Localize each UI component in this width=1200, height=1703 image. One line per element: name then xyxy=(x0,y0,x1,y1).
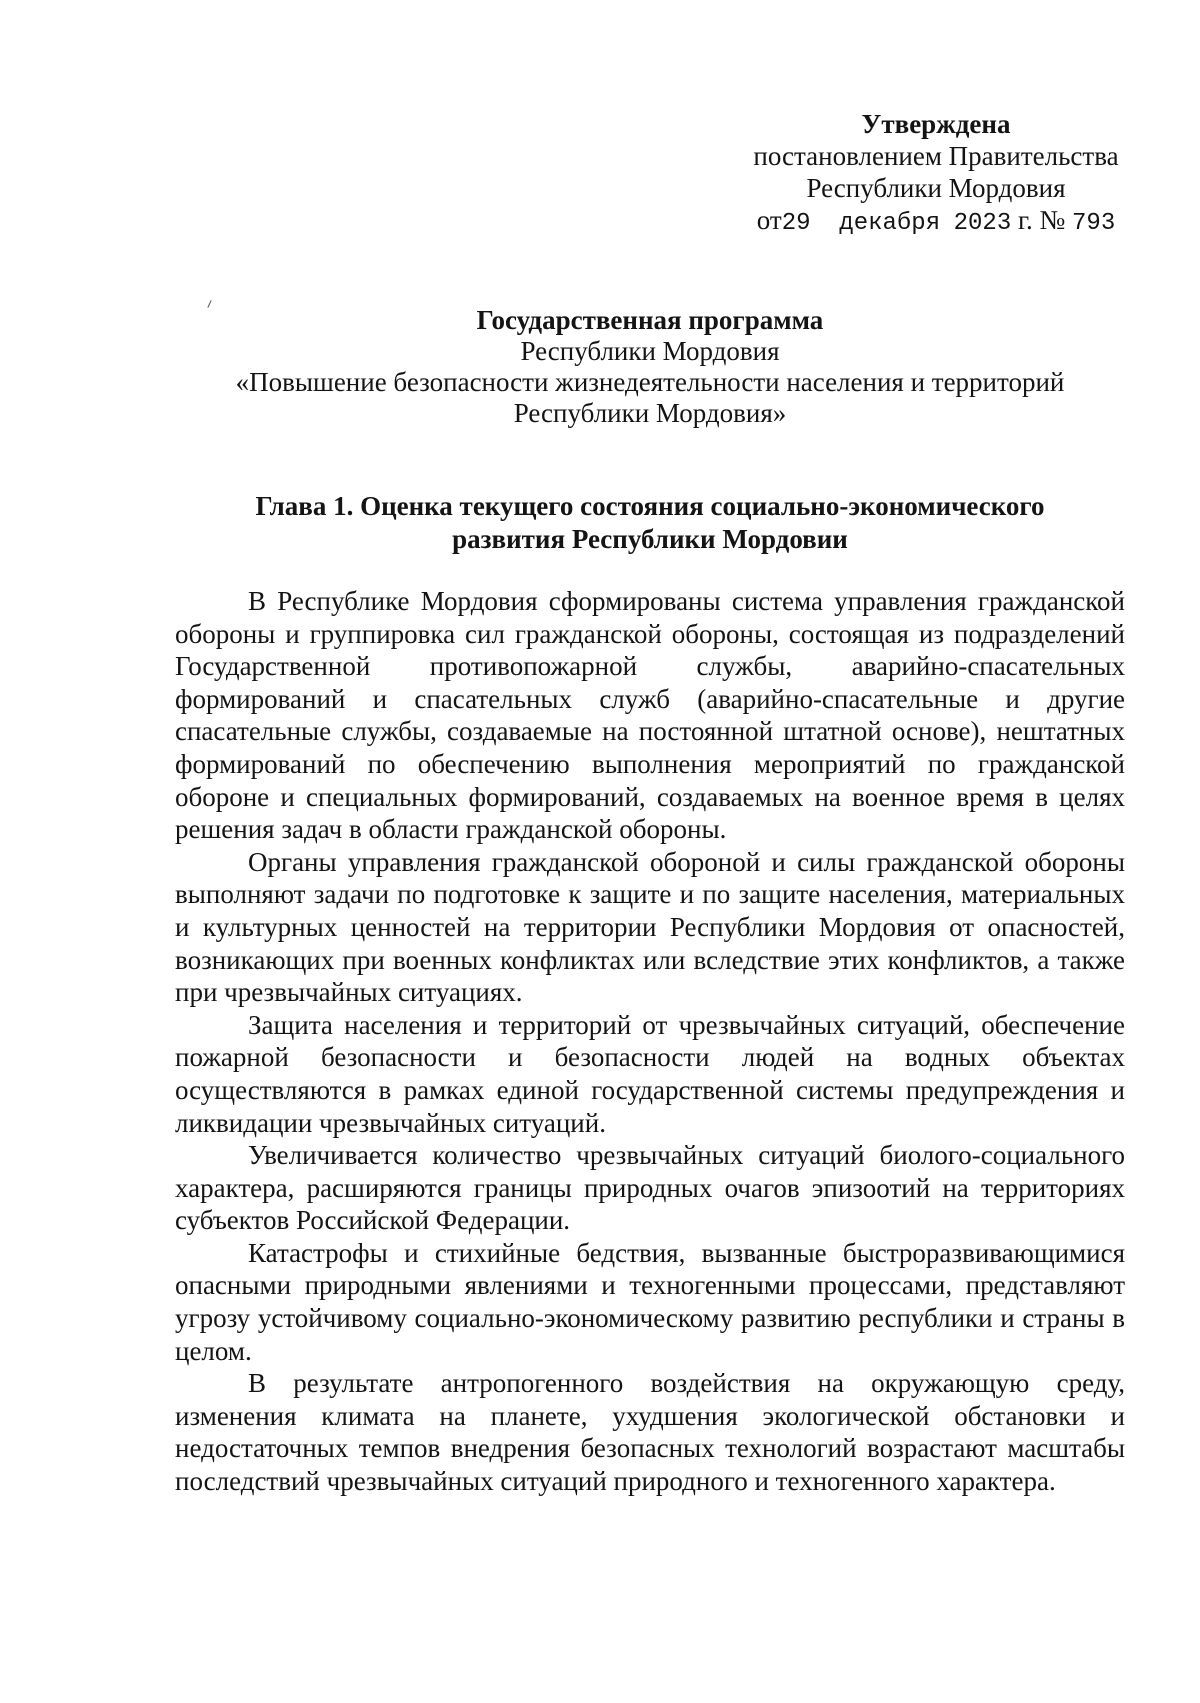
chapter-heading-line-1: Глава 1. Оценка текущего состояния социально-экономического xyxy=(255,491,1045,521)
program-title-line-4: Республики Мордовия» xyxy=(513,398,787,428)
paragraph: Органы управления гражданской обороной и силы гражданской обороны выполняют задачи по подготовке к защите и по защите населения, материальных и культурных ценностей на территории Республики Мордовия от опасностей, возникающих при военных конфликтах или вследствие этих конфликтов, а также при чрезвычайных ситуациях. xyxy=(175,846,1125,1008)
paragraph: В Республике Мордовия сформированы система управления гражданской обороны и группировка сил гражданской обороны, состоящая из подразделений Государственной противопожарной службы, аварийно-спасательных формирований и спасательных служб (аварийно-спасательные и другие спасательные службы, создаваемые на постоянной штатной основе), нештатных формирований по обеспечению выполнения мероприятий по гражданской обороне и специальных формирований, создаваемых на военное время в целях решения задач в области гражданской обороны. xyxy=(175,586,1125,845)
body-text xyxy=(175,585,1125,1498)
program-title-line-3: «Повышение безопасности жизнедеятельности населения и территорий xyxy=(235,367,1065,397)
approved-label: Утверждена xyxy=(861,109,1011,139)
approval-date-line xyxy=(736,204,1136,240)
program-title: Государственная программа xyxy=(476,305,824,335)
paragraph: Катастрофы и стихийные бедствия, вызванные быстроразвивающимися опасными природными явлениями и техногенными процессами, представляют угрозу устойчивому социально-экономическому развитию республики и страны в целом. xyxy=(175,1237,1125,1366)
chapter-heading-line-2: развития Республики Мордовии xyxy=(452,524,848,554)
date-day-month: 29 декабря xyxy=(781,210,941,237)
approval-line-2: Республики Мордовия xyxy=(806,173,1066,203)
paragraph: Защита населения и территорий от чрезвычайных ситуаций, обеспечение пожарной безопасности и безопасности людей на водных объектах осуществляются в рамках единой государственной системы предупреждения и ликвидации чрезвычайных ситуаций. xyxy=(175,1009,1125,1138)
paragraph: В результате антропогенного воздействия на окружающую среду, изменения климата на планете, ухудшения экологической обстановки и недостаточных темпов внедрения безопасных технологий возрастают масштабы последствий чрезвычайных ситуаций природного и техногенного характера. xyxy=(175,1368,1125,1497)
chapter-heading xyxy=(175,490,1125,556)
paragraph: Увеличивается количество чрезвычайных ситуаций биолого-социального характера, расширяются границы природных очагов эпизоотий на территориях субъектов Российской Федерации. xyxy=(175,1140,1125,1236)
date-year-digits: 2023 xyxy=(953,210,1012,237)
document-number: 793 xyxy=(1072,210,1116,237)
date-prefix: от xyxy=(756,205,782,235)
program-title-line-2: Республики Мордовия xyxy=(520,336,780,366)
approval-line-1: постановлением Правительства xyxy=(753,141,1119,171)
date-year-part: 2023 г. № xyxy=(953,205,1073,237)
approval-block xyxy=(736,108,1136,240)
program-title-block xyxy=(175,305,1125,429)
